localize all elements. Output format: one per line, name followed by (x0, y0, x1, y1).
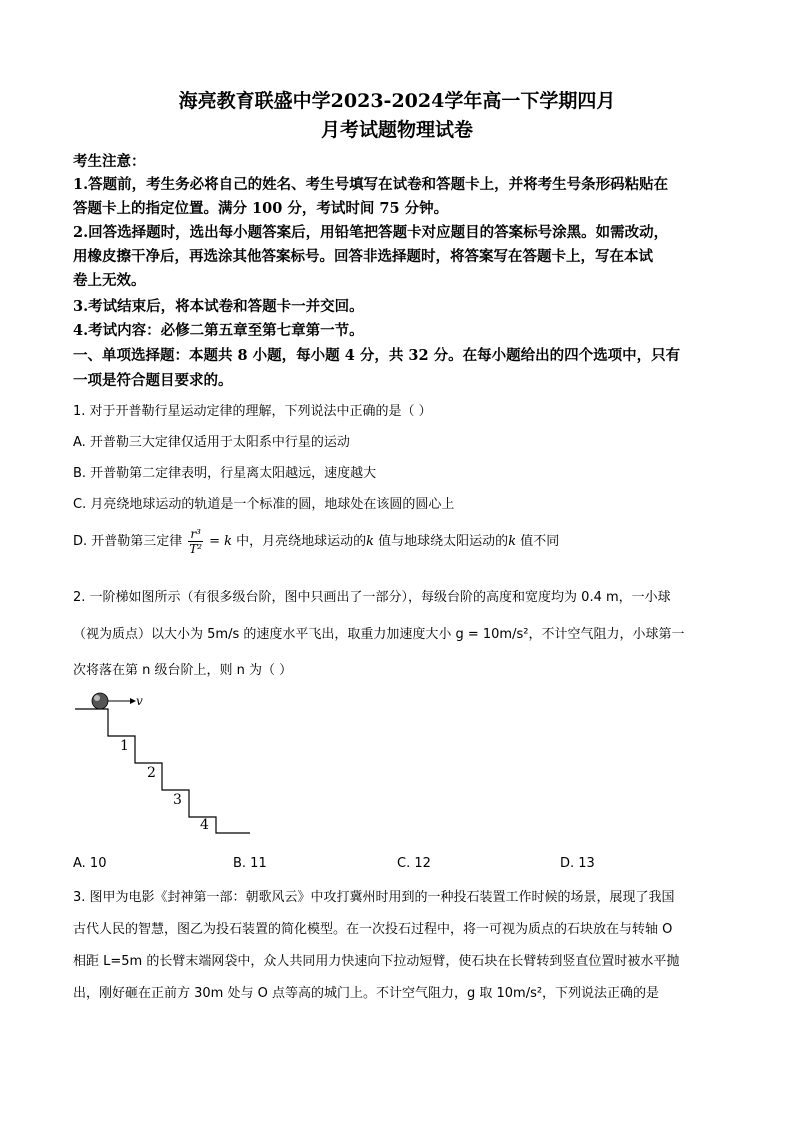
q3-line-b: 古代人民的智慧，图乙为投石装置的简化模型。在一次投石过程中，将一可视为质点的石块放在与转轴 O (73, 922, 673, 937)
q2-line-b: （视为质点）以大小为 5m/s 的速度水平飞出，取重力加速度大小 g = 10m/s²，不计空气阻力，小球第一 (73, 627, 685, 642)
section1-header-b: 一项是符合题目要求的。 (73, 372, 233, 389)
notice-item2-a: 2.回答选择题时，选出每小题答案后，用铅笔把答题卡对应题目的答案标号涂黑。如需改动， (73, 224, 669, 241)
notice-heading: 考生注意： (73, 153, 146, 170)
fraction-numerator: r³ (190, 527, 201, 541)
q2-option-a: A. 10 (73, 856, 107, 871)
q1-option-a: A. 开普勒三大定律仅适用于太阳系中行星的运动 (73, 435, 350, 450)
step-label-4: 4 (200, 817, 209, 833)
q3-line-c: 相距 L=5m 的长臂末端网袋中，众人共同用力快速向下拉动短臂，使石块在长臂转到竖直位置时被水平抛 (73, 954, 680, 969)
kepler-fraction (188, 528, 203, 555)
notice-item2-b: 用橡皮擦干净后，再选涂其他答案标号。回答非选择题时，将答案写在答题卡上，写在本试 (73, 248, 653, 265)
notice-item1-b: 答题卡上的指定位置。满分 100 分，考试时间 75 分钟。 (73, 200, 449, 217)
fraction-denominator: T² (189, 542, 203, 556)
q3-line-d: 出，刚好砸在正前方 30m 处与 O 点等高的城门上。不计空气阻力，g 取 10m/s²，下列说法正确的是 (73, 986, 660, 1001)
q1-d-equation: = k (209, 534, 233, 549)
staircase-figure (70, 688, 260, 838)
q1-d-suffix: 值不同 (516, 534, 560, 549)
step-label-3: 3 (173, 792, 182, 808)
q2-line-c: 次将落在第 n 级台阶上，则 n 为（ ） (73, 663, 293, 678)
q2-option-b: B. 11 (233, 856, 267, 871)
notice-item3: 3.考试结束后，将本试卷和答题卡一并交回。 (73, 298, 364, 315)
q1-d-k2: k (508, 534, 517, 549)
exam-title-line1: 海亮教育联盛中学2023-2024学年高一下学期四月 (178, 90, 616, 112)
q1-option-d (73, 528, 559, 555)
staircase-outline (75, 709, 250, 833)
step-label-1: 1 (120, 738, 129, 754)
step-label-2: 2 (147, 765, 156, 781)
notice-item4: 4.考试内容：必修二第五章至第七章第一节。 (73, 322, 364, 339)
q1-d-k1: k (366, 534, 375, 549)
ball-icon (92, 693, 108, 709)
section1-header-a: 一、单项选择题：本题共 8 小题，每小题 4 分，共 32 分。在每小题给出的四个选项中，只有 (73, 347, 681, 364)
exam-title-line2: 月考试题物理试卷 (320, 119, 473, 141)
notice-item2-c: 卷上无效。 (73, 272, 146, 289)
q1-option-c: C. 月亮绕地球运动的轨道是一个标准的圆，地球处在该圆的圆心上 (73, 497, 455, 512)
q1-d-middle2: 值与地球绕太阳运动的 (374, 534, 509, 549)
q1-d-middle: 中，月亮绕地球运动的 (232, 534, 367, 549)
q1-option-b: B. 开普勒第二定律表明，行星离太阳越远，速度越大 (73, 466, 377, 481)
q2-line-a: 2. 一阶梯如图所示（有很多级台阶，图中只画出了一部分），每级台阶的高度和宽度均为 0.4 m，一小球 (73, 590, 671, 605)
q2-option-d: D. 13 (560, 856, 595, 871)
notice-item1-a: 1.答题前，考生务必将自己的姓名、考生号填写在试卷和答题卡上，并将考生号条形码粘贴在 (73, 176, 669, 193)
q1-stem: 1. 对于开普勒行星运动定律的理解，下列说法中正确的是（ ） (73, 404, 432, 419)
ball-highlight (94, 695, 100, 701)
velocity-label: v (136, 694, 143, 708)
q2-option-c: C. 12 (397, 856, 431, 871)
q1-d-prefix: D. 开普勒第三定律 (73, 534, 183, 549)
q3-line-a: 3. 图甲为电影《封神第一部：朝歌风云》中攻打冀州时用到的一种投石装置工作时候的场景，展现了我国 (73, 890, 675, 905)
